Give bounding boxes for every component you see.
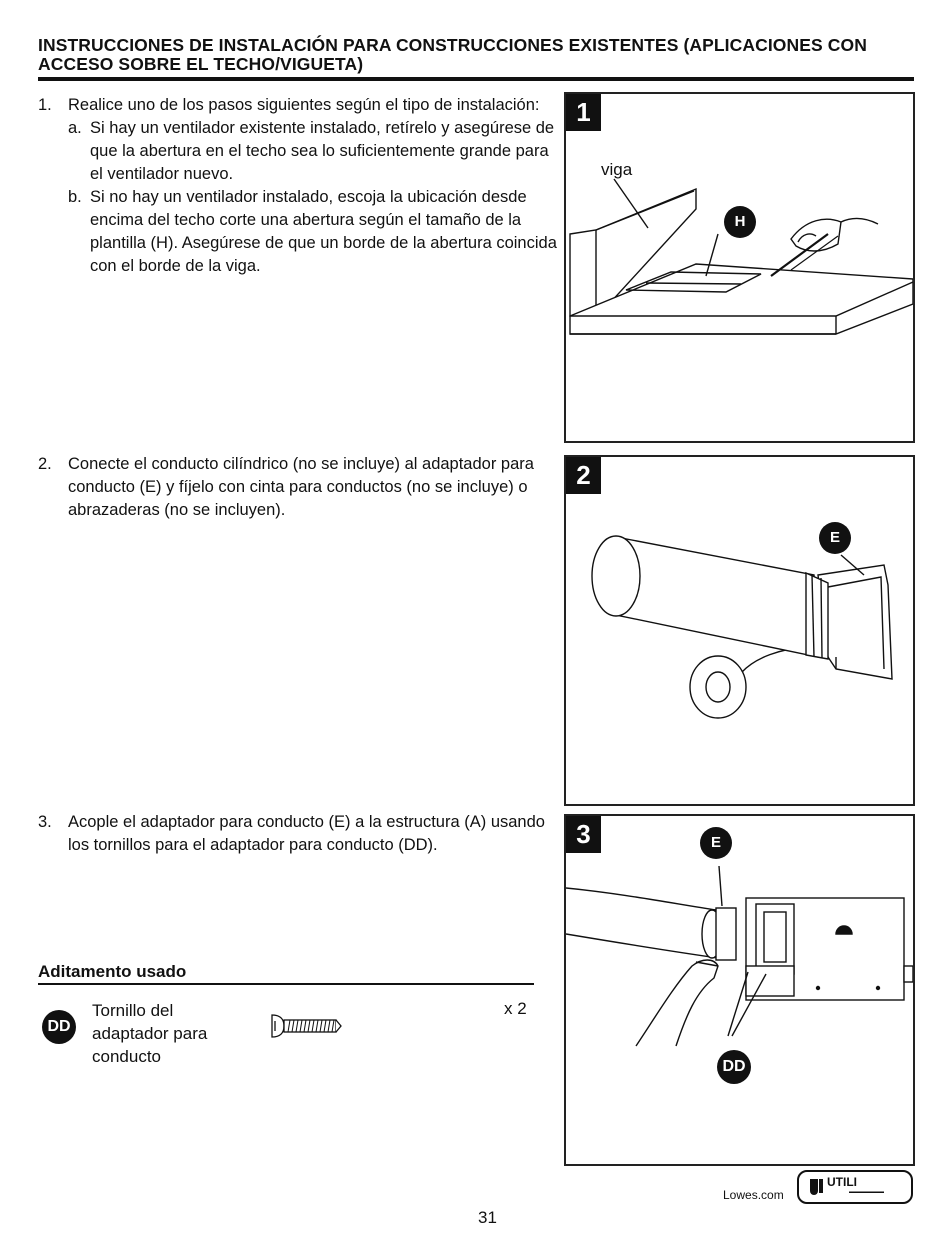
- callout-h: H: [724, 206, 756, 238]
- duct-adapter-illustration: [566, 457, 913, 804]
- figure-1: [564, 92, 915, 443]
- joist-cutting-illustration: [566, 94, 913, 441]
- step-number: 3.: [38, 813, 52, 831]
- logo-text: UTILI: [827, 1175, 857, 1189]
- accessory-section-title: Aditamento usado: [38, 962, 187, 981]
- step-3: [38, 811, 558, 857]
- accessory-badge: DD: [42, 1010, 76, 1044]
- figure-number: 1: [566, 94, 601, 131]
- page-number: 31: [478, 1208, 497, 1227]
- step-text: Conecte el conducto cilíndrico (no se incluye) al adaptador para conducto (E) y fíjelo con cinta para conductos (no se incluye) o abrazaderas (no se incluyen).: [68, 455, 534, 519]
- screw-icon: [270, 1011, 342, 1041]
- figure-number: 3: [566, 816, 601, 853]
- step-1: [38, 94, 558, 278]
- viga-label: viga: [601, 160, 633, 179]
- step-number: 2.: [38, 455, 52, 473]
- figure-2: [564, 455, 915, 806]
- figure-number: 2: [566, 457, 601, 494]
- adapter-mounting-illustration: [566, 816, 913, 1164]
- step-subitem-a: [68, 117, 558, 186]
- logo-tagline: ▬▬▬▬▬▬▬: [849, 1189, 884, 1195]
- step-2: [38, 453, 558, 522]
- step-subitem-b: [68, 186, 558, 278]
- footer-site: Lowes.com: [723, 1188, 784, 1202]
- step-text: Acople el adaptador para conducto (E) a la estructura (A) usando los tornillos para el adaptador para conducto (DD).: [68, 813, 545, 854]
- accessory-name: Tornillo del adaptador para conducto: [92, 1001, 208, 1066]
- accessory-quantity: x 2: [504, 999, 527, 1018]
- step-text: Realice uno de los pasos siguientes según el tipo de instalación:: [68, 96, 540, 114]
- accessory-divider: [38, 983, 534, 985]
- title-divider: [38, 77, 914, 81]
- subitem-letter: b.: [68, 188, 82, 206]
- callout-dd: DD: [717, 1050, 751, 1084]
- callout-e: E: [819, 522, 851, 554]
- subitem-text: Si hay un ventilador existente instalado, retírelo y asegúrese de que la abertura en el techo sea lo suficientemente grande para el ventilador nuevo.: [90, 119, 555, 183]
- page-title: INSTRUCCIONES DE INSTALACIÓN PARA CONSTRUCCIONES EXISTENTES (APLICACIONES CON ACCESO SOBRE EL TECHO/VIGUETA): [38, 35, 867, 74]
- figure-3: [564, 814, 915, 1166]
- callout-e: E: [700, 827, 732, 859]
- logo-mark-icon: [804, 1173, 828, 1199]
- subitem-text: Si no hay un ventilador instalado, escoja la ubicación desde encima del techo corte una abertura según el tamaño de la plantilla (H). Asegúrese de que un borde de la abertura coincida con el borde de la viga.: [90, 188, 557, 275]
- subitem-letter: a.: [68, 119, 82, 137]
- utilitech-logo: [797, 1170, 913, 1204]
- step-number: 1.: [38, 96, 52, 114]
